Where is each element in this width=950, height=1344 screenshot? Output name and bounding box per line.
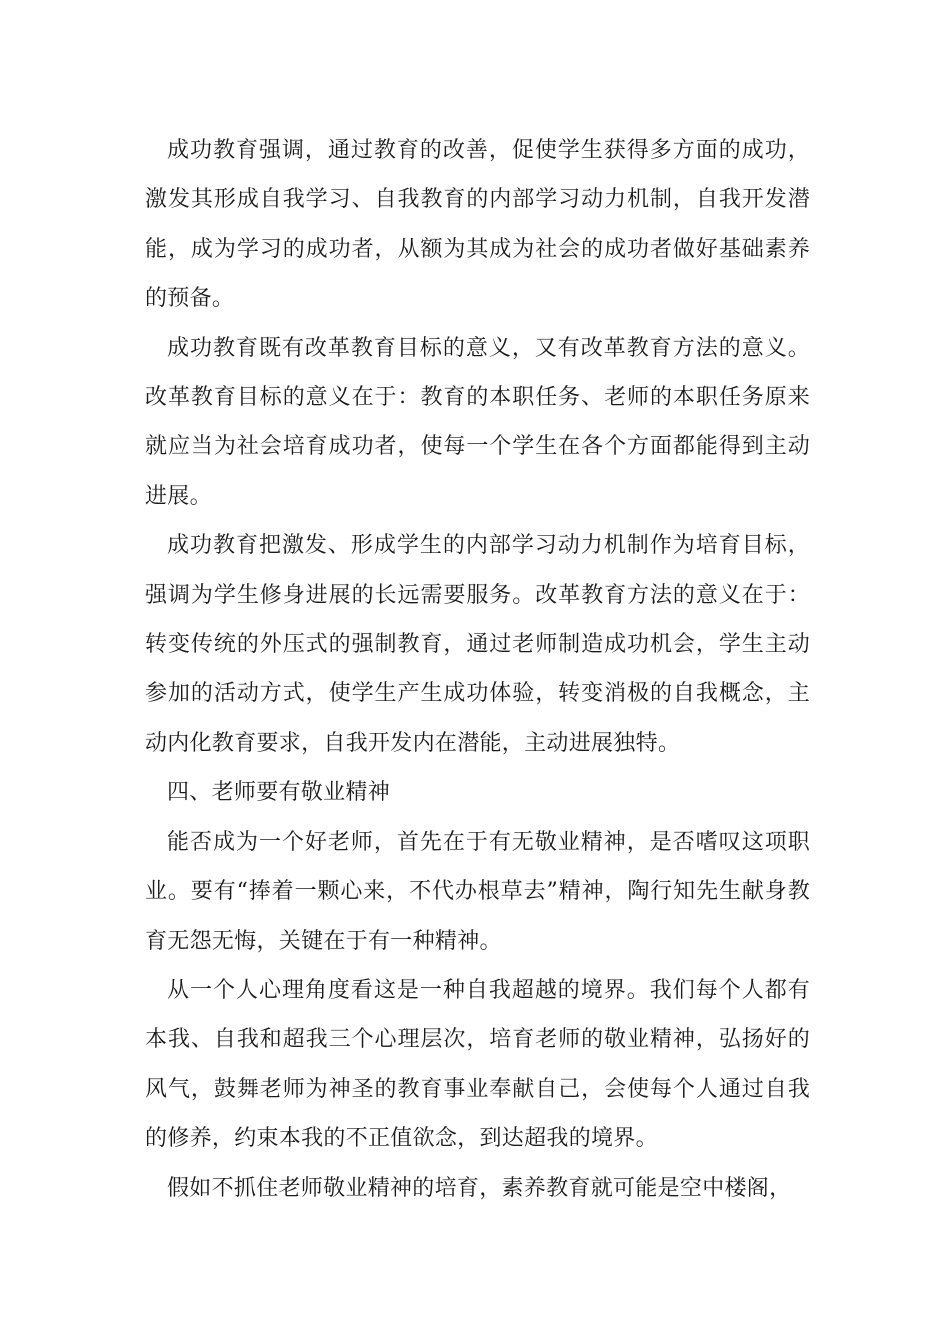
document-body [145,126,810,1213]
paragraph-psychology: 从一个人心理角度看这是一种自我超越的境界。我们每个人都有本我、自我和超我三个心理层次，培育老师的敬业精神，弘扬好的风气，鼓舞老师为神圣的教育事业奉献自己，会使每个人通过自我的修养，约束本我的不正值欲念，到达超我的境界。 [145,977,810,1152]
paragraph-reform-methods: 成功教育把激发、形成学生的内部学习动力机制作为培育目标，强调为学生修身进展的长远需要服务。改革教育方法的意义在于：转变传统的外压式的强制教育，通过老师制造成功机会，学生主动参加的活动方式，使学生产生成功体验，转变消极的自我概念，主动内化教育要求，自我开发内在潜能，主动进展独特。 [145,533,810,756]
paragraph-success-education-emphasis: 成功教育强调，通过教育的改善，促使学生获得多方面的成功，激发其形成自我学习、自我教育的内部学习动力机制，自我开发潜能，成为学习的成功者，从额为其成为社会的成功者做好基础素养的预备。 [145,138,810,312]
paragraph-conclusion-fragment: 假如不抓住老师敬业精神的培育，素养教育就可能是空中楼阁， [167,1175,792,1201]
paragraph-reform-goals: 成功教育既有改革教育目标的意义，又有改革教育方法的意义。改革教育目标的意义在于：教育的本职任务、老师的本职任务原来就应当为社会培育成功者，使每一个学生在各个方面都能得到主动进展。 [145,335,810,509]
paragraph-good-teacher: 能否成为一个好老师，首先在于有无敬业精神，是否嗜叹这项职业。要有“捧着一颗心来，不代办根草去”精神，陶行知先生献身教育无怨无悔，关键在于有一种精神。 [145,829,810,954]
section-heading-dedication: 四、老师要有敬业精神 [167,780,391,806]
